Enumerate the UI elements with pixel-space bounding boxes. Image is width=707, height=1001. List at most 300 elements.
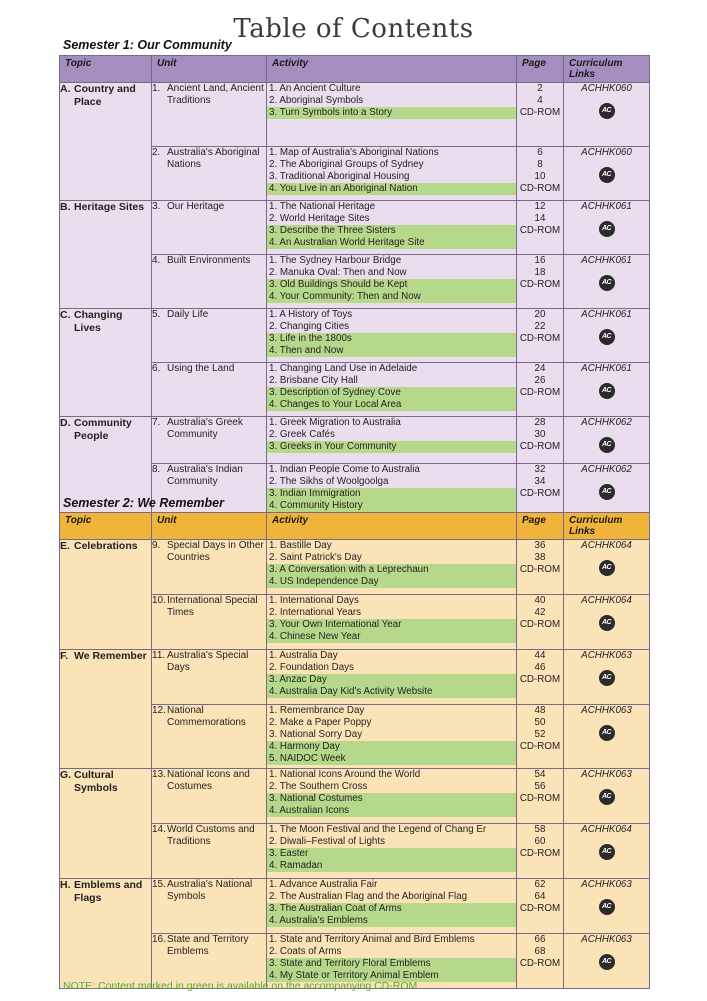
activity-item: 1. State and Territory Animal and Bird Emblems bbox=[269, 934, 475, 945]
activity-item-cdrom: 3. National Costumes bbox=[267, 793, 516, 805]
ac-logo-icon: AC bbox=[599, 103, 615, 119]
curriculum-code: ACHHK063 bbox=[581, 650, 632, 661]
unit-number: 2. bbox=[152, 147, 161, 158]
topic-cell bbox=[60, 879, 152, 989]
page-number: CD-ROM bbox=[519, 183, 561, 194]
unit-name: Australia's National Symbols bbox=[167, 879, 253, 902]
ac-logo-icon: AC bbox=[599, 615, 615, 631]
page-number: CD-ROM bbox=[519, 225, 561, 236]
page-cell bbox=[517, 417, 564, 464]
unit-cell bbox=[152, 201, 267, 255]
page-number: 4 bbox=[537, 95, 543, 106]
curriculum-cell bbox=[564, 934, 650, 989]
unit-cell bbox=[152, 879, 267, 934]
page-number: CD-ROM bbox=[519, 387, 561, 398]
page-number: 26 bbox=[534, 375, 546, 386]
page-number: 60 bbox=[534, 836, 546, 847]
activity-item: 3. National Sorry Day bbox=[269, 729, 363, 740]
activity-item-cdrom: 4. An Australian World Heritage Site bbox=[267, 237, 516, 249]
topic-letter: E. bbox=[60, 540, 70, 552]
curriculum-cell bbox=[564, 705, 650, 769]
page-number: CD-ROM bbox=[519, 903, 561, 914]
topic-name: Changing Lives bbox=[74, 309, 123, 334]
activity-item: 2. World Heritage Sites bbox=[269, 213, 370, 224]
unit-number: 7. bbox=[152, 417, 161, 428]
unit-label bbox=[152, 201, 266, 213]
curriculum-code: ACHHK064 bbox=[581, 595, 632, 606]
page-cell bbox=[517, 201, 564, 255]
unit-cell bbox=[152, 363, 267, 417]
page-number: 30 bbox=[534, 429, 546, 440]
curriculum-cell bbox=[564, 824, 650, 879]
unit-number: 13. bbox=[152, 769, 166, 780]
page-number: CD-ROM bbox=[519, 564, 561, 575]
unit-cell bbox=[152, 824, 267, 879]
unit-name: National Commemorations bbox=[167, 705, 246, 728]
curriculum-cell bbox=[564, 595, 650, 650]
topic-label bbox=[60, 769, 151, 795]
activity-cell bbox=[267, 147, 517, 201]
activity-cell bbox=[267, 824, 517, 879]
activity-item: 2. Aboriginal Symbols bbox=[269, 95, 364, 106]
topic-letter: A. bbox=[60, 83, 71, 95]
page-number: CD-ROM bbox=[519, 333, 561, 344]
curriculum-code: ACHHK063 bbox=[581, 879, 632, 890]
page-number: CD-ROM bbox=[519, 279, 561, 290]
ac-logo-icon: AC bbox=[599, 844, 615, 860]
unit-name: Daily Life bbox=[167, 309, 209, 320]
activity-item: 2. The Southern Cross bbox=[269, 781, 368, 792]
ac-logo-icon: AC bbox=[599, 899, 615, 915]
unit-cell bbox=[152, 705, 267, 769]
topic-letter: D. bbox=[60, 417, 71, 429]
activity-item: 1. National Icons Around the World bbox=[269, 769, 421, 780]
unit-name: Australia's Aboriginal Nations bbox=[167, 147, 260, 170]
page-number: 54 bbox=[534, 769, 546, 780]
activity-item: 1. International Days bbox=[269, 595, 359, 606]
activity-item: 1. Advance Australia Fair bbox=[269, 879, 378, 890]
ac-logo-icon: AC bbox=[599, 167, 615, 183]
topic-label bbox=[60, 417, 151, 443]
page-number: 10 bbox=[534, 171, 546, 182]
unit-number: 3. bbox=[152, 201, 161, 212]
page-number: 20 bbox=[534, 309, 546, 320]
activity-item-cdrom: 3. State and Territory Floral Emblems bbox=[267, 958, 516, 970]
unit-name: State and Territory Emblems bbox=[167, 934, 249, 957]
page-number: 12 bbox=[534, 201, 546, 212]
topic-name: Heritage Sites bbox=[74, 201, 145, 213]
curriculum-cell bbox=[564, 363, 650, 417]
page-cell bbox=[517, 595, 564, 650]
unit-label bbox=[152, 824, 266, 848]
curriculum-code: ACHHK063 bbox=[581, 934, 632, 945]
activity-item-cdrom: 4. Then and Now bbox=[267, 345, 516, 357]
ac-logo-icon: AC bbox=[599, 329, 615, 345]
page-number: 6 bbox=[537, 147, 543, 158]
page-number: 40 bbox=[534, 595, 546, 606]
curriculum-code: ACHHK062 bbox=[581, 464, 632, 475]
page-number: 46 bbox=[534, 662, 546, 673]
page-number: 50 bbox=[534, 717, 546, 728]
page-number: 42 bbox=[534, 607, 546, 618]
activity-item: 1. Changing Land Use in Adelaide bbox=[269, 363, 418, 374]
unit-label bbox=[152, 417, 266, 441]
activity-cell bbox=[267, 83, 517, 147]
activity-item: 1. Australia Day bbox=[269, 650, 338, 661]
activity-item-cdrom: 3. Old Buildings Should be Kept bbox=[267, 279, 516, 291]
activity-item-cdrom: 4. Community History bbox=[267, 500, 516, 512]
topic-label bbox=[60, 650, 151, 663]
activity-item-cdrom: 4. Australia Day Kid's Activity Website bbox=[267, 686, 516, 698]
activity-item: 2. Coats of Arms bbox=[269, 946, 342, 957]
activity-item: 1. A History of Toys bbox=[269, 309, 353, 320]
curriculum-code: ACHHK063 bbox=[581, 769, 632, 780]
curriculum-code: ACHHK061 bbox=[581, 255, 632, 266]
activity-item-cdrom: 4. US Independence Day bbox=[267, 576, 516, 588]
activity-item-cdrom: 4. Chinese New Year bbox=[267, 631, 516, 643]
header-unit: Unit bbox=[152, 56, 267, 83]
header-page: Page bbox=[517, 513, 564, 540]
activity-item: 2. International Years bbox=[269, 607, 362, 618]
curriculum-cell bbox=[564, 83, 650, 147]
curriculum-code: ACHHK064 bbox=[581, 540, 632, 551]
unit-number: 5. bbox=[152, 309, 161, 320]
page-number: 44 bbox=[534, 650, 546, 661]
activity-cell bbox=[267, 363, 517, 417]
activity-item-cdrom: 3. Description of Sydney Cove bbox=[267, 387, 516, 399]
page-cell bbox=[517, 769, 564, 824]
unit-cell bbox=[152, 147, 267, 201]
curriculum-cell bbox=[564, 879, 650, 934]
topic-cell bbox=[60, 540, 152, 650]
semester-2-heading: Semester 2: We Remember bbox=[63, 496, 224, 510]
topic-name: Community People bbox=[74, 417, 132, 442]
activity-item-cdrom: 4. You Live in an Aboriginal Nation bbox=[267, 183, 516, 195]
unit-number: 11. bbox=[152, 650, 166, 661]
ac-logo-icon: AC bbox=[599, 725, 615, 741]
activity-item-cdrom: 4. Australia's Emblems bbox=[267, 915, 516, 927]
table-row bbox=[60, 769, 650, 824]
page-number: CD-ROM bbox=[519, 619, 561, 630]
page-number: 22 bbox=[534, 321, 546, 332]
curriculum-code: ACHHK063 bbox=[581, 705, 632, 716]
curriculum-code: ACHHK060 bbox=[581, 83, 632, 94]
curriculum-code: ACHHK061 bbox=[581, 363, 632, 374]
header-activity: Activity bbox=[267, 56, 517, 83]
unit-label bbox=[152, 879, 266, 903]
page-number: CD-ROM bbox=[519, 488, 561, 499]
table-row bbox=[60, 201, 650, 255]
unit-name: Our Heritage bbox=[167, 201, 225, 212]
page-number: 64 bbox=[534, 891, 546, 902]
unit-number: 14. bbox=[152, 824, 166, 835]
page-number: CD-ROM bbox=[519, 441, 561, 452]
activity-cell bbox=[267, 705, 517, 769]
activity-cell bbox=[267, 595, 517, 650]
table-row bbox=[60, 309, 650, 363]
semester-1-heading: Semester 1: Our Community bbox=[63, 38, 232, 52]
unit-number: 10. bbox=[152, 595, 166, 606]
activity-item: 1. Remembrance Day bbox=[269, 705, 365, 716]
table-row bbox=[60, 83, 650, 147]
topic-letter: G. bbox=[60, 769, 72, 781]
unit-label bbox=[152, 464, 266, 488]
table-row bbox=[60, 417, 650, 464]
unit-name: Built Environments bbox=[167, 255, 251, 266]
ac-logo-icon: AC bbox=[599, 560, 615, 576]
page-number: CD-ROM bbox=[519, 674, 561, 685]
page-cell bbox=[517, 650, 564, 705]
page-number: 66 bbox=[534, 934, 546, 945]
activity-item-cdrom: 3. Your Own International Year bbox=[267, 619, 516, 631]
activity-item: 2. Make a Paper Poppy bbox=[269, 717, 372, 728]
topic-label bbox=[60, 540, 151, 553]
ac-logo-icon: AC bbox=[599, 484, 615, 500]
activity-item: 2. The Aboriginal Groups of Sydney bbox=[269, 159, 424, 170]
page-number: 68 bbox=[534, 946, 546, 957]
activity-item-cdrom: 5. NAIDOC Week bbox=[267, 753, 516, 765]
curriculum-code: ACHHK062 bbox=[581, 417, 632, 428]
page-number: 62 bbox=[534, 879, 546, 890]
unit-name: International Special Times bbox=[167, 595, 258, 618]
topic-letter: H. bbox=[60, 879, 71, 891]
topic-letter: C. bbox=[60, 309, 71, 321]
unit-label bbox=[152, 769, 266, 793]
unit-name: National Icons and Costumes bbox=[167, 769, 250, 792]
curriculum-cell bbox=[564, 417, 650, 464]
activity-item: 1. Greek Migration to Australia bbox=[269, 417, 401, 428]
page-cell bbox=[517, 879, 564, 934]
unit-label bbox=[152, 147, 266, 171]
page-number: CD-ROM bbox=[519, 848, 561, 859]
unit-number: 15. bbox=[152, 879, 166, 890]
ac-logo-icon: AC bbox=[599, 954, 615, 970]
header-unit: Unit bbox=[152, 513, 267, 540]
unit-label bbox=[152, 309, 266, 321]
page-cell bbox=[517, 363, 564, 417]
unit-name: Using the Land bbox=[167, 363, 235, 374]
topic-name: Cultural Symbols bbox=[74, 769, 118, 794]
unit-name: Special Days in Other Countries bbox=[167, 540, 264, 563]
unit-cell bbox=[152, 540, 267, 595]
unit-label bbox=[152, 83, 266, 107]
activity-item-cdrom: 4. My State or Territory Animal Emblem bbox=[267, 970, 516, 982]
topic-label bbox=[60, 309, 151, 335]
curriculum-cell bbox=[564, 201, 650, 255]
curriculum-cell bbox=[564, 147, 650, 201]
page-number: 56 bbox=[534, 781, 546, 792]
topic-letter: B. bbox=[60, 201, 71, 213]
activity-item-cdrom: 3. Greeks in Your Community bbox=[267, 441, 516, 453]
activity-item: 1. Bastille Day bbox=[269, 540, 332, 551]
page-number: 32 bbox=[534, 464, 546, 475]
topic-label bbox=[60, 201, 151, 214]
curriculum-code: ACHHK064 bbox=[581, 824, 632, 835]
activity-item: 3. Traditional Aboriginal Housing bbox=[269, 171, 410, 182]
activity-item: 2. The Sikhs of Woolgoolga bbox=[269, 476, 389, 487]
unit-cell bbox=[152, 309, 267, 363]
curriculum-code: ACHHK060 bbox=[581, 147, 632, 158]
page-number: 16 bbox=[534, 255, 546, 266]
unit-number: 16. bbox=[152, 934, 166, 945]
topic-name: We Remember bbox=[74, 650, 147, 662]
table-row bbox=[60, 540, 650, 595]
curriculum-cell bbox=[564, 255, 650, 309]
activity-item-cdrom: 3. A Conversation with a Leprechaun bbox=[267, 564, 516, 576]
unit-cell bbox=[152, 769, 267, 824]
unit-label bbox=[152, 540, 266, 564]
activity-item: 2. Changing Cities bbox=[269, 321, 350, 332]
page-number: 48 bbox=[534, 705, 546, 716]
topic-cell bbox=[60, 83, 152, 201]
unit-name: Australia's Special Days bbox=[167, 650, 249, 673]
ac-logo-icon: AC bbox=[599, 789, 615, 805]
page-number: 34 bbox=[534, 476, 546, 487]
header-topic: Topic bbox=[60, 56, 152, 83]
unit-cell bbox=[152, 595, 267, 650]
page-number: CD-ROM bbox=[519, 793, 561, 804]
unit-number: 8. bbox=[152, 464, 161, 475]
unit-cell bbox=[152, 650, 267, 705]
unit-label bbox=[152, 255, 266, 267]
activity-item-cdrom: 4. Ramadan bbox=[267, 860, 516, 872]
activity-item: 1. An Ancient Culture bbox=[269, 83, 361, 94]
activity-item-cdrom: 3. Turn Symbols into a Story bbox=[267, 107, 516, 119]
unit-cell bbox=[152, 83, 267, 147]
page-number: 14 bbox=[534, 213, 546, 224]
ac-logo-icon: AC bbox=[599, 437, 615, 453]
page-number: 24 bbox=[534, 363, 546, 374]
unit-cell bbox=[152, 255, 267, 309]
activity-item: 1. Indian People Come to Australia bbox=[269, 464, 420, 475]
activity-cell bbox=[267, 650, 517, 705]
page-cell bbox=[517, 540, 564, 595]
page-cell bbox=[517, 255, 564, 309]
activity-cell bbox=[267, 255, 517, 309]
topic-cell bbox=[60, 309, 152, 417]
page-number: 18 bbox=[534, 267, 546, 278]
page-number: CD-ROM bbox=[519, 958, 561, 969]
topic-label bbox=[60, 83, 151, 109]
unit-label bbox=[152, 363, 266, 375]
topic-letter: F. bbox=[60, 650, 69, 662]
activity-cell bbox=[267, 201, 517, 255]
topic-name: Celebrations bbox=[74, 540, 138, 552]
activity-item: 2. Manuka Oval: Then and Now bbox=[269, 267, 407, 278]
activity-cell bbox=[267, 417, 517, 464]
topic-cell bbox=[60, 650, 152, 769]
unit-name: Ancient Land, Ancient Traditions bbox=[167, 83, 264, 106]
activity-item: 2. Foundation Days bbox=[269, 662, 354, 673]
unit-label bbox=[152, 934, 266, 958]
ac-logo-icon: AC bbox=[599, 670, 615, 686]
page-number: 8 bbox=[537, 159, 543, 170]
activity-item: 2. The Australian Flag and the Aboriginal Flag bbox=[269, 891, 468, 902]
activity-cell bbox=[267, 879, 517, 934]
unit-number: 12. bbox=[152, 705, 166, 716]
ac-logo-icon: AC bbox=[599, 383, 615, 399]
page-number: 28 bbox=[534, 417, 546, 428]
curriculum-code: ACHHK061 bbox=[581, 201, 632, 212]
activity-item-cdrom: 3. Describe the Three Sisters bbox=[267, 225, 516, 237]
activity-item-cdrom: 3. Anzac Day bbox=[267, 674, 516, 686]
activity-item-cdrom: 4. Australian Icons bbox=[267, 805, 516, 817]
activity-item-cdrom: 4. Harmony Day bbox=[267, 741, 516, 753]
page-number: 2 bbox=[537, 83, 543, 94]
table-row bbox=[60, 650, 650, 705]
unit-number: 4. bbox=[152, 255, 161, 266]
page-cell bbox=[517, 83, 564, 147]
page-number: CD-ROM bbox=[519, 741, 561, 752]
unit-name: Australia's Greek Community bbox=[167, 417, 243, 440]
cd-rom-note: NOTE: Content marked in green is available on the accompanying CD-ROM. bbox=[63, 980, 421, 992]
header-topic: Topic bbox=[60, 513, 152, 540]
unit-name: World Customs and Traditions bbox=[167, 824, 255, 847]
curriculum-cell bbox=[564, 540, 650, 595]
unit-name: Australia's Indian Community bbox=[167, 464, 243, 487]
page-cell bbox=[517, 147, 564, 201]
activity-item-cdrom: 4. Changes to Your Local Area bbox=[267, 399, 516, 411]
activity-item-cdrom: 3. The Australian Coat of Arms bbox=[267, 903, 516, 915]
activity-item: 2. Saint Patrick's Day bbox=[269, 552, 362, 563]
unit-label bbox=[152, 650, 266, 674]
page-number: CD-ROM bbox=[519, 107, 561, 118]
topic-name: Country and Place bbox=[74, 83, 136, 108]
activity-cell bbox=[267, 309, 517, 363]
activity-item: 1. The Sydney Harbour Bridge bbox=[269, 255, 402, 266]
activity-item: 2. Diwali–Festival of Lights bbox=[269, 836, 385, 847]
activity-item-cdrom: 3. Easter bbox=[267, 848, 516, 860]
page-number: 52 bbox=[534, 729, 546, 740]
unit-cell bbox=[152, 417, 267, 464]
page-number: 36 bbox=[534, 540, 546, 551]
topic-name: Emblems and Flags bbox=[74, 879, 143, 904]
page-cell bbox=[517, 705, 564, 769]
curriculum-cell bbox=[564, 309, 650, 363]
activity-item-cdrom: 4. Your Community: Then and Now bbox=[267, 291, 516, 303]
unit-label bbox=[152, 705, 266, 729]
ac-logo-icon: AC bbox=[599, 275, 615, 291]
ac-logo-icon: AC bbox=[599, 221, 615, 237]
page-cell bbox=[517, 309, 564, 363]
header-curriculum-links: Curriculum Links bbox=[564, 513, 650, 540]
curriculum-code: ACHHK061 bbox=[581, 309, 632, 320]
semester-1-table bbox=[59, 55, 650, 522]
unit-number: 6. bbox=[152, 363, 161, 374]
topic-cell bbox=[60, 201, 152, 309]
table-row bbox=[60, 879, 650, 934]
topic-cell bbox=[60, 769, 152, 879]
activity-cell bbox=[267, 769, 517, 824]
activity-item: 2. Greek Cafés bbox=[269, 429, 335, 440]
header-activity: Activity bbox=[267, 513, 517, 540]
page-title: Table of Contents bbox=[233, 14, 474, 44]
activity-item: 1. The National Heritage bbox=[269, 201, 376, 212]
unit-number: 9. bbox=[152, 540, 161, 551]
page-number: 38 bbox=[534, 552, 546, 563]
topic-label bbox=[60, 879, 151, 905]
page-cell bbox=[517, 934, 564, 989]
semester-2-table bbox=[59, 512, 650, 989]
activity-item-cdrom: 3. Life in the 1800s bbox=[267, 333, 516, 345]
activity-item: 1. The Moon Festival and the Legend of Chang Er bbox=[269, 824, 487, 835]
header-page: Page bbox=[517, 56, 564, 83]
activity-cell bbox=[267, 540, 517, 595]
curriculum-cell bbox=[564, 650, 650, 705]
unit-number: 1. bbox=[152, 83, 161, 94]
unit-label bbox=[152, 595, 266, 619]
page-number: 58 bbox=[534, 824, 546, 835]
